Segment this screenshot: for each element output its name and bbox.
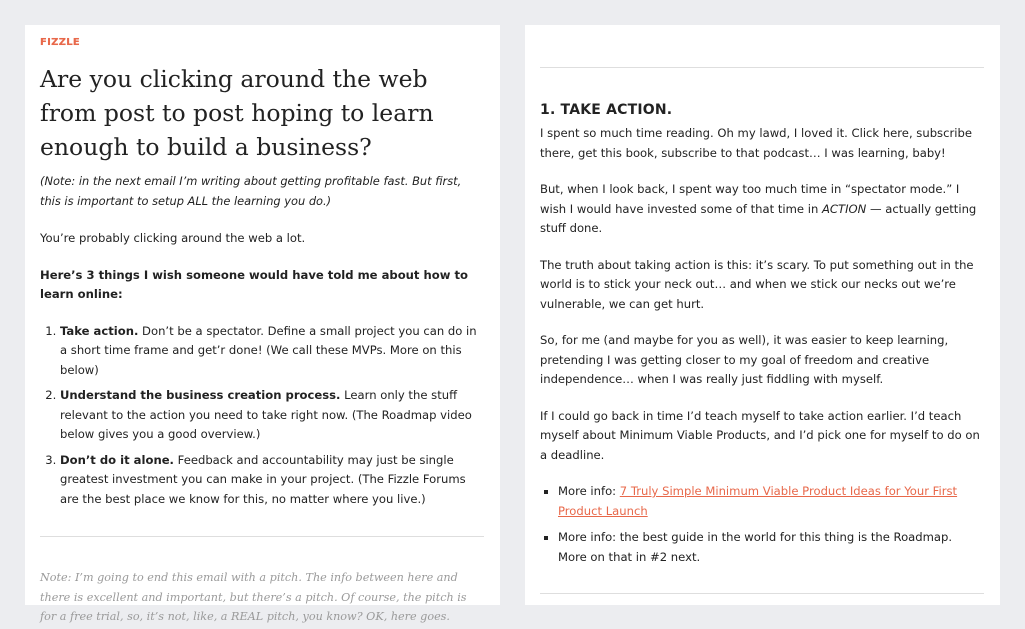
intro-text: You’re probably clicking around the web a lot. xyxy=(40,231,306,245)
divider xyxy=(40,536,484,537)
paragraph-text: But, when I look back, I spent way too much time in “spectator mode.” I wish I would have invested some of that time in xyxy=(540,182,960,216)
divider xyxy=(540,67,984,68)
divider xyxy=(540,593,984,594)
list-item xyxy=(60,322,484,381)
step-title: Don’t do it alone. xyxy=(60,452,174,467)
list-item xyxy=(60,451,484,510)
info-list xyxy=(540,482,984,567)
paragraph: The truth about taking action is this: it’s scary. To put something out in the world is to stick your neck out… and when we stick our necks out we’re vulnerable, we can get hurt. xyxy=(540,257,974,311)
right-panel xyxy=(525,25,1000,605)
emphasis-text: ACTION xyxy=(822,201,867,216)
intro-note: (Note: in the next email I’m writing about getting profitable fast. But first, this is important to setup ALL the learning you do.) xyxy=(40,174,462,208)
paragraph xyxy=(540,180,984,239)
step-title: Take action. xyxy=(60,323,139,338)
paragraph: I spent so much time reading. Oh my lawd, I loved it. Click here, subscribe there, get this book, subscribe to that podcast… I was learning, baby! xyxy=(540,126,972,160)
info-prefix: More info: xyxy=(558,484,620,498)
tips-list xyxy=(40,322,484,510)
list-item: ▪ More info: the best guide in the world for this thing is the Roadmap. More on that in #2 next. xyxy=(558,528,984,567)
paragraph: If I could go back in time I’d teach myself to take action earlier. I’d teach myself about Minimum Viable Products, and I’d pick one for myself to do on a deadline. xyxy=(540,408,980,462)
list-item xyxy=(60,386,484,445)
step-text: Learn only the stuff relevant to the action you need to take right now. (The Roadmap video below gives you a good overview.) xyxy=(60,388,472,441)
paragraph-text: — actually getting stuff done. xyxy=(540,201,977,235)
email-headline: Are you clicking around the web from post to post hoping to learn enough to build a business? xyxy=(40,65,434,161)
step-text: Don’t be a spectator. Define a small project you can do in a short time frame and get’r done! (We call these MVPs. More on this below) xyxy=(60,323,477,377)
pitch-note: Note: I’m going to end this email with a pitch. The info between here and there is excellent and important, but there’s a pitch. Of course, the pitch is for a free trial, so, it’s not, like, a REAL pitch, you know? OK, here goes. xyxy=(40,571,467,623)
section-title: 1. TAKE ACTION. xyxy=(540,102,673,118)
list-item xyxy=(558,482,984,521)
list-heading: Here’s 3 things I wish someone would have told me about how to learn online: xyxy=(40,267,468,301)
mvp-ideas-link[interactable]: 7 Truly Simple Minimum Viable Product Ideas for Your First Product Launch xyxy=(558,484,958,518)
left-panel xyxy=(25,25,500,623)
paragraph: So, for me (and maybe for you as well), it was easier to keep learning, pretending I was getting closer to my goal of freedom and creative independence… when I was really just fiddling with myself. xyxy=(540,333,949,386)
step-text: Feedback and accountability may just be single greatest investment you can make in your project. (The Fizzle Forums are the best place we know for this, no matter where you live.) xyxy=(60,452,466,506)
fizzle-logo[interactable]: FIZZLE xyxy=(40,37,81,48)
step-title: Understand the business creation process. xyxy=(60,388,341,402)
